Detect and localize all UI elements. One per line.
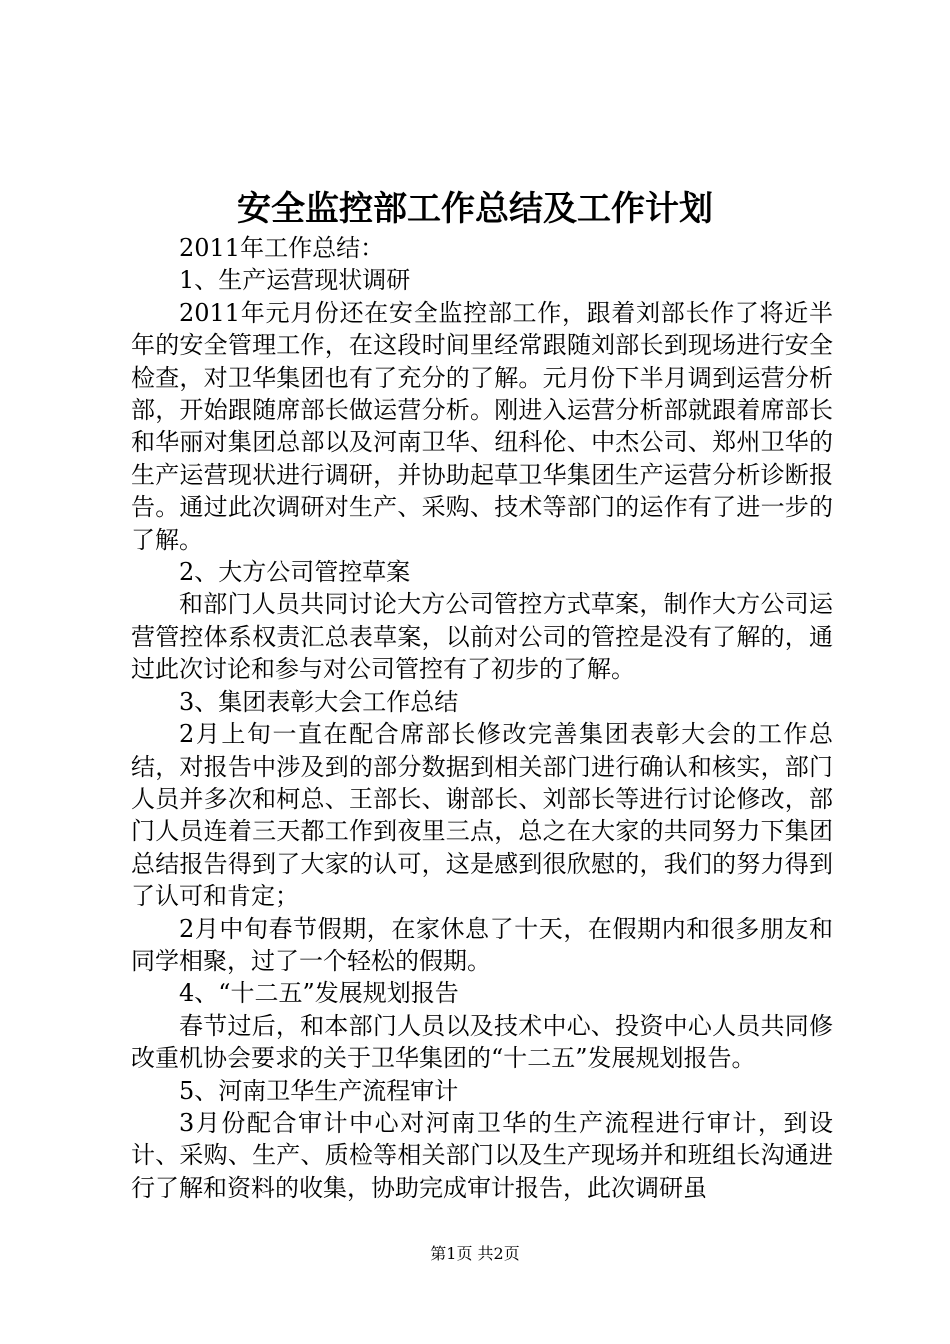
- section-heading-5: 5、河南卫华生产流程审计: [179, 1076, 459, 1105]
- section-heading-2: 2、大方公司管控草案: [179, 558, 411, 587]
- paragraph-2: 和部门人员共同讨论大方公司管控方式草案，制作大方公司运营管控体系权责汇总表草案，以前对公司的管控是没有了解的，通过此次讨论和参与对公司管控有了初步的了解。: [131, 590, 833, 684]
- paragraph-5: 春节过后，和本部门人员以及技术中心、投资中心人员共同修改重机协会要求的关于卫华集团的“十二五”发展规划报告。: [131, 1011, 833, 1073]
- document-title: 安全监控部工作总结及工作计划: [237, 189, 713, 229]
- document-body: [131, 232, 833, 1204]
- section-intro: 2011年工作总结：: [179, 234, 385, 262]
- section-heading-4: 4、“十二五”发展规划报告: [179, 979, 459, 1008]
- paragraph-4: 2月中旬春节假期，在家休息了十天，在假期内和很多朋友和同学相聚，过了一个轻松的假期。: [131, 914, 833, 975]
- paragraph-6: 3月份配合审计中心对河南卫华的生产流程进行审计，到设计、采购、生产、质检等相关部门以及生产现场并和班组长沟通进行了解和资料的收集，协助完成审计报告，此次调研虽: [131, 1108, 833, 1202]
- paragraph-3: 2月上旬一直在配合席部长修改完善集团表彰大会的工作总结，对报告中涉及到的部分数据到相关部门进行确认和核实，部门人员并多次和柯总、王部长、谢部长、刘部长等进行讨论修改，部门人员连着三天都工作到夜里三点，总之在大家的共同努力下集团总结报告得到了大家的认可，这是感到很欣慰的，我们的努力得到了认可和肯定；: [131, 720, 833, 911]
- section-heading-3: 3、集团表彰大会工作总结: [179, 687, 459, 716]
- section-heading-1: 1、生产运营现状调研: [179, 266, 411, 295]
- page-footer: 第1页 共2页: [430, 1244, 520, 1263]
- paragraph-1: 2011年元月份还在安全监控部工作，跟着刘部长作了将近半年的安全管理工作，在这段时间里经常跟随刘部长到现场进行安全检查，对卫华集团也有了充分的了解。元月份下半月调到运营分析部，开始跟随席部长做运营分析。刚进入运营分析部就跟着席部长和华丽对集团总部以及河南卫华、纽科伦、中杰公司、郑州卫华的生产运营现状进行调研，并协助起草卫华集团生产运营分析诊断报告。通过此次调研对生产、采购、技术等部门的运作有了进一步的了解。: [131, 298, 833, 554]
